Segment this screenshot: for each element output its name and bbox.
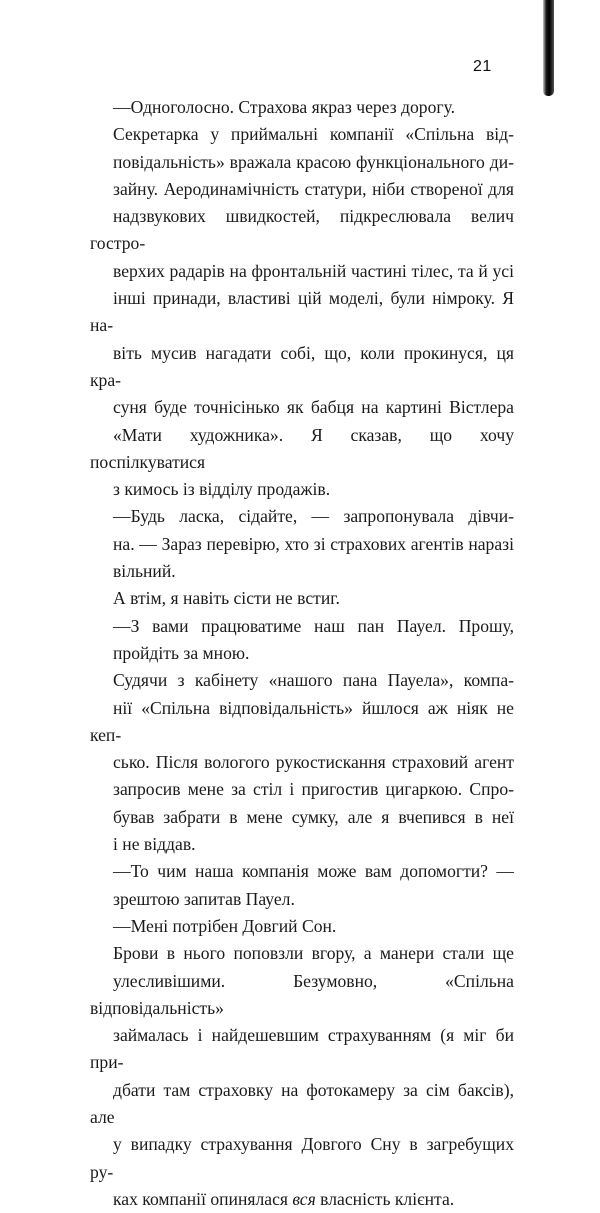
text-line: повідальність» вражала красою функціонального ди- xyxy=(113,151,514,172)
text-line: —Одноголосно. Страхова якраз через дорогу. xyxy=(113,97,456,117)
text-line: на. — Зараз перевірю, хто зі страхових агентів наразі xyxy=(113,533,514,554)
paragraph xyxy=(90,613,514,668)
text-line: —Будь ласка, сідайте, — запропонувала дівчи- xyxy=(113,506,514,527)
text-fragment: ках компанії опинялася xyxy=(113,1188,293,1209)
text-line: —То чим наша компанія може вам допомогти? — xyxy=(113,861,514,882)
paragraph xyxy=(90,585,514,612)
text-line: пройдіть за мною. xyxy=(113,642,250,663)
text-line: дбати там страховку на фотокамеру за сім баксів), але xyxy=(90,1079,514,1127)
text-line: —Мені потрібен Довгий Сон. xyxy=(113,915,337,936)
page-edge-marker xyxy=(543,0,554,96)
text-line: зрештою запитав Пауел. xyxy=(113,888,295,909)
paragraph xyxy=(90,667,514,858)
text-line: Судячи з кабінету «нашого пана Пауела», компа- xyxy=(113,670,514,691)
page-number: 21 xyxy=(473,58,492,75)
text-line: інші принади, властиві цій моделі, були німроку. Я на- xyxy=(90,288,514,336)
text-line: сько. Після вологого рукостискання страховий агент xyxy=(113,752,514,773)
text-line: суня буде точнісінько як бабця на картині Вістлера xyxy=(113,397,514,418)
text-line: А втім, я навіть сісти не встиг. xyxy=(113,588,340,609)
paragraph xyxy=(90,121,514,503)
text-line: нії «Спільна відповідальність» йшлося аж ніяк не кеп- xyxy=(90,697,514,745)
paragraph xyxy=(90,94,514,121)
paragraph xyxy=(90,913,514,940)
text-line: Секретарка у приймальні компанії «Спільна від- xyxy=(113,124,514,145)
text-line: запросив мене за стіл і пригостив цигаркою. Спро- xyxy=(113,779,514,800)
text-line: надзвукових швидкостей, підкреслювала велич гостро- xyxy=(90,206,514,254)
text-line: у випадку страхування Довгого Сну в загребущих ру- xyxy=(90,1134,514,1182)
body-text xyxy=(90,94,514,1213)
text-line xyxy=(90,1186,514,1213)
text-line: і не віддав. xyxy=(113,834,196,855)
paragraph xyxy=(90,858,514,913)
text-line: вільний. xyxy=(113,561,176,582)
paragraph xyxy=(90,503,514,585)
text-line: віть мусив нагадати собі, що, коли прокинуся, ця кра- xyxy=(90,342,514,390)
text-line: з кимось із відділу продажів. xyxy=(113,479,331,500)
text-line: —З вами працюватиме наш пан Пауел. Прошу, xyxy=(113,615,514,636)
text-line: бував забрати в мене сумку, але я вчепився в неї xyxy=(113,806,514,827)
emphasized-word: вся xyxy=(292,1188,316,1209)
text-line: зайну. Аеродинамічність статури, ніби створеної для xyxy=(113,178,514,199)
text-line: улесливішими. Безумовно, «Спільна відповідальність» xyxy=(90,970,514,1018)
text-line: «Мати художника». Я сказав, що хочу поспілкуватися xyxy=(90,424,514,472)
text-line: займалась і найдешевшим страхуванням (я міг би при- xyxy=(90,1025,514,1073)
text-line: Брови в нього поповзли вгору, а манери стали ще xyxy=(113,943,514,964)
paragraph xyxy=(90,940,514,1213)
text-line: верхих радарів на фронтальній частині тілес, та й усі xyxy=(113,260,514,281)
text-fragment: власність клієнта. xyxy=(315,1188,455,1209)
